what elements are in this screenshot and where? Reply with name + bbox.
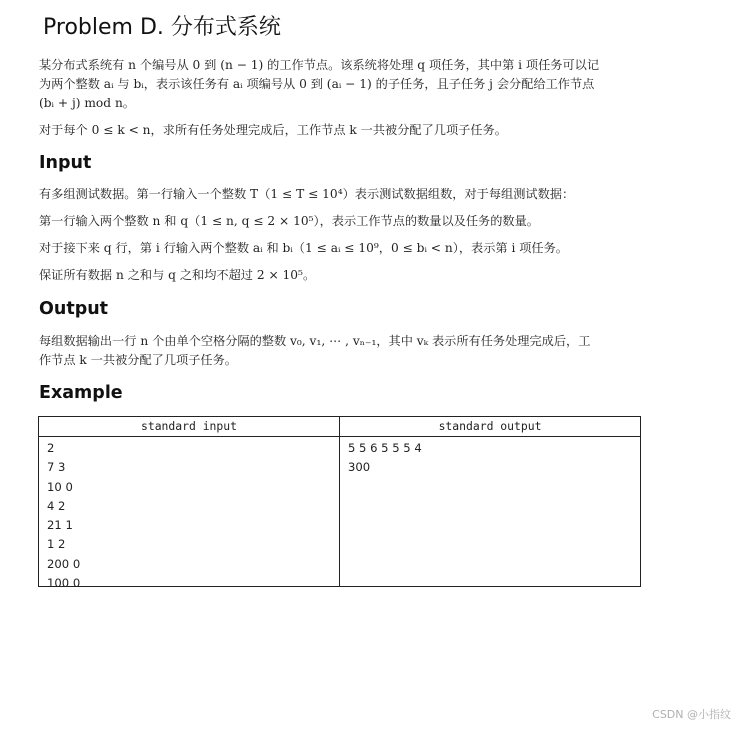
standard-output-body [340,437,640,478]
input-line-2: 第一行输入两个整数 n 和 q（1 ≤ n, q ≤ 2 × 10⁵），表示工作节点的数量以及任务的数量。 [39,214,539,228]
input-line-1: 有多组测试数据。第一行输入一个整数 T（1 ≤ T ≤ 10⁴）表示测试数据组数，对于每组测试数据： [39,187,575,201]
intro-line-3: (bᵢ + j) mod n。 [39,96,135,110]
standard-input-column [39,417,340,591]
intro-line-2: 为两个整数 aᵢ 与 bᵢ，表示该任务有 aᵢ 项编号从 0 到 (aᵢ − 1) 的子任务，且子任务 j 会分配给工作节点 [39,77,595,91]
output-heading: Output [39,299,109,319]
standard-output-column [340,417,640,586]
input-line-4: 保证所有数据 n 之和与 q 之和均不超过 2 × 10⁵。 [39,268,316,282]
input-line-3: 对于接下来 q 行，第 i 行输入两个整数 aᵢ 和 bᵢ（1 ≤ aᵢ ≤ 10⁹，0 ≤ bᵢ < n），表示第 i 项任务。 [39,241,568,255]
standard-input-body [39,437,339,593]
standard-input-header: standard input [39,417,339,437]
output-sample-line: 300 [348,460,371,475]
example-table [38,416,641,591]
output-line-1: 每组数据输出一行 n 个由单个空格分隔的整数 v₀, v₁, ⋯ , vₙ₋₁，其中 vₖ 表示所有任务处理完成后，工 [39,334,591,348]
input-sample-line: 100 0 [47,576,81,591]
output-line-2: 作节点 k 一共被分配了几项子任务。 [39,353,237,367]
input-sample-line: 10 0 [47,479,73,494]
input-sample-line: 2 [47,441,55,455]
input-heading: Input [39,153,92,173]
input-sample-line: 4 2 [47,498,66,513]
problem-title: Problem D. 分布式系统 [43,15,281,40]
intro-line-4: 对于每个 0 ≤ k < n，求所有任务处理完成后，工作节点 k 一共被分配了几项子任务。 [39,123,507,137]
input-sample-line: 1 2 [47,537,66,552]
output-sample-line: 5 5 6 5 5 5 4 [348,441,422,455]
input-sample-line: 200 0 [47,556,81,571]
input-sample-line: 21 1 [47,518,73,533]
csdn-watermark: CSDN @小指纹 [652,708,731,721]
standard-output-header: standard output [340,417,640,437]
input-sample-line: 7 3 [47,460,66,475]
intro-line-1: 某分布式系统有 n 个编号从 0 到 (n − 1) 的工作节点。该系统将处理 q 项任务，其中第 i 项任务可以记 [39,58,600,72]
example-heading: Example [39,383,123,403]
